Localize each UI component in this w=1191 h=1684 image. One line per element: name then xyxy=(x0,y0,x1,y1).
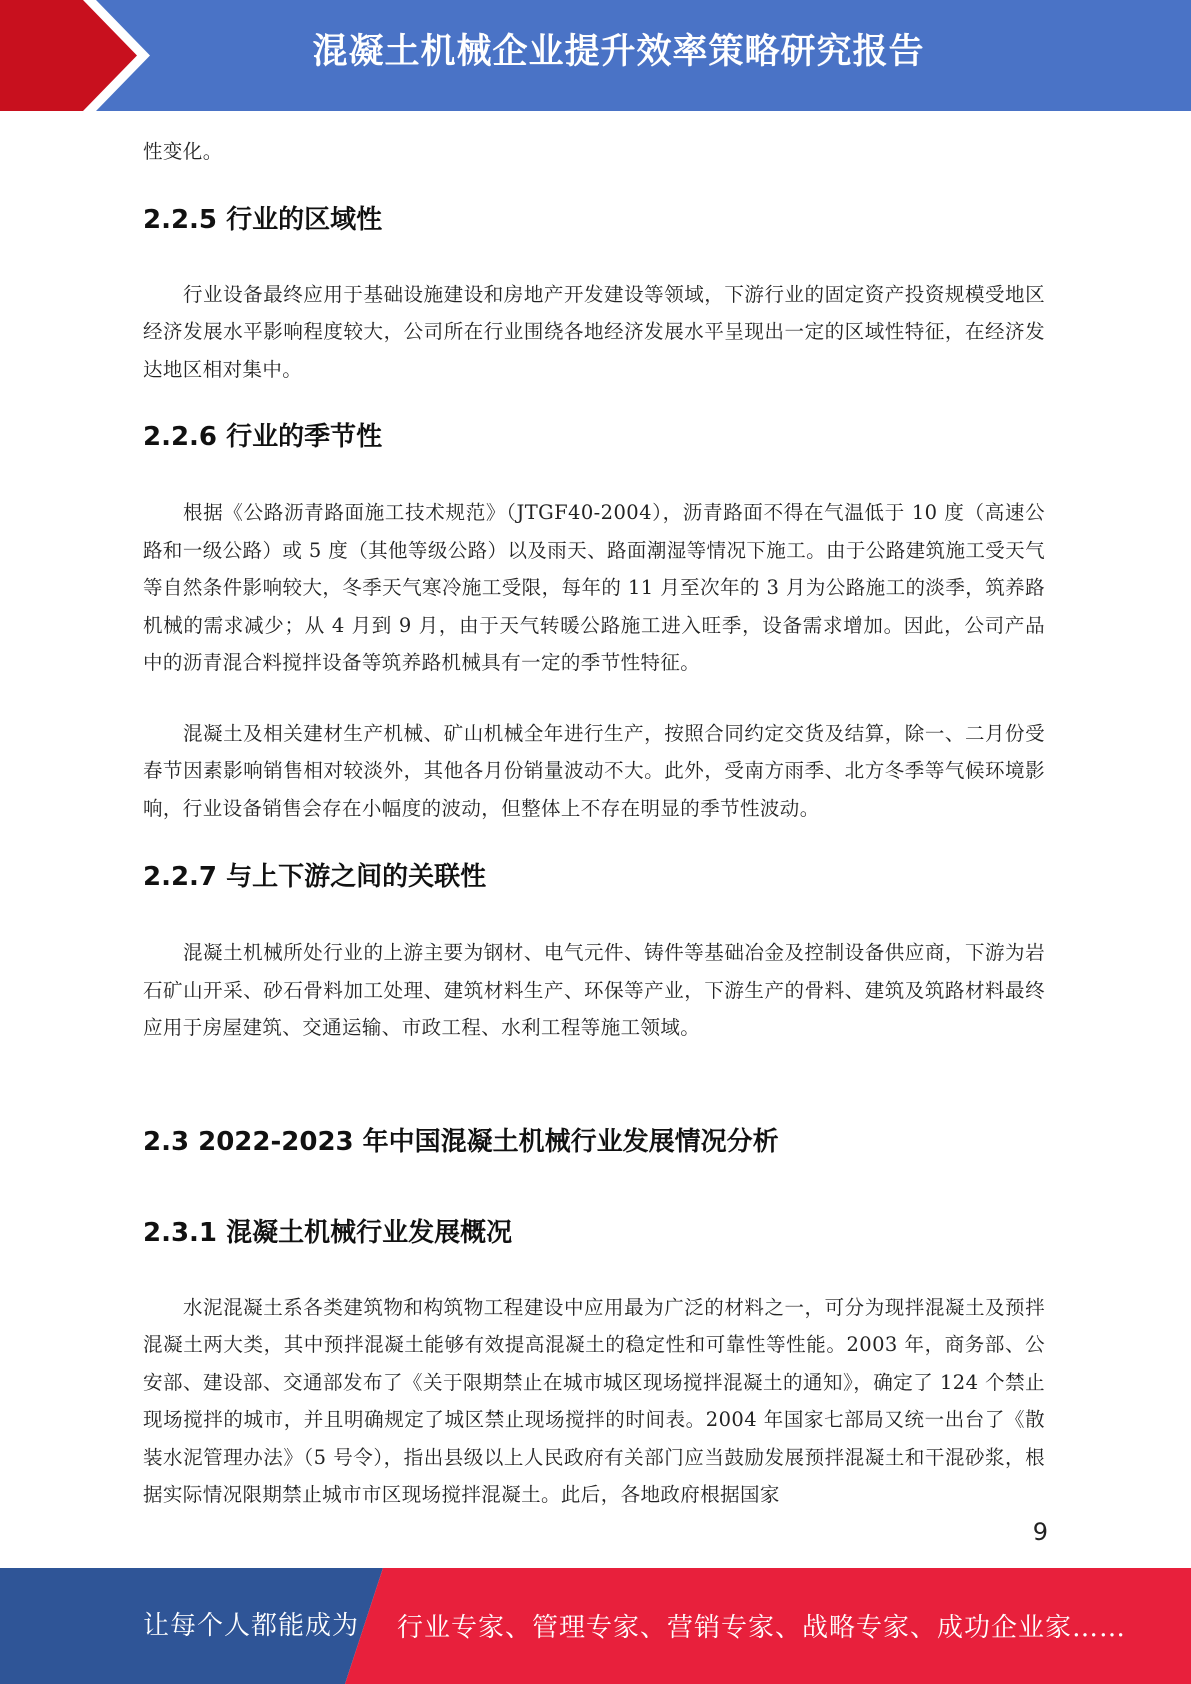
paragraph-industry-overview: 水泥混凝土系各类建筑物和构筑物工程建设中应用最为广泛的材料之一，可分为现拌混凝土及预拌混凝土两大类，其中预拌混凝土能够有效提高混凝土的稳定性和可靠性等性能。2003 年，商务部、公安部、建设部、交通部发布了《关于限期禁止在城市城区现场搅拌混凝土的通知》，确定了 124 个禁止现场搅拌的城市，并且明确规定了城区禁止现场搅拌的时间表。2004 年国家七部局又统一出台了《散装水泥管理办法》（5 号令），指出县级以上人民政府有关部门应当鼓励发展预拌混凝土和干混砂浆，根据实际情况限期禁止城市市区现场搅拌混凝土。此后，各地政府根据国家 xyxy=(143,1295,1045,1506)
document-body xyxy=(143,133,1045,1514)
header-title: 混凝土机械企业提升效率策略研究报告 xyxy=(312,32,925,72)
heading-2-2-5: 2.2.5 行业的区域性 xyxy=(143,204,383,235)
footer-slogan-left: 让每个人都能成为 xyxy=(143,1611,360,1641)
heading-2-3-1: 2.3.1 混凝土机械行业发展概况 xyxy=(143,1217,513,1248)
paragraph-seasonal-2: 混凝土及相关建材生产机械、矿山机械全年进行生产，按照合同约定交货及结算，除一、二月份受春节因素影响销售相对较淡外，其他各月份销量波动不大。此外，受南方雨季、北方冬季等气候环境影响，行业设备销售会存在小幅度的波动，但整体上不存在明显的季节性波动。 xyxy=(143,721,1045,820)
paragraph-regional: 行业设备最终应用于基础设施建设和房地产开发建设等领域，下游行业的固定资产投资规模受地区经济发展水平影响程度较大，公司所在行业围绕各地经济发展水平呈现出一定的区域性特征，在经济发达地区相对集中。 xyxy=(143,282,1045,381)
carry-over-paragraph: 性变化。 xyxy=(143,140,223,163)
footer-slogan-right: 行业专家、管理专家、营销专家、战略专家、成功企业家…… xyxy=(397,1613,1127,1643)
heading-2-2-6: 2.2.6 行业的季节性 xyxy=(143,422,383,452)
paragraph-upstream-downstream: 混凝土机械所处行业的上游主要为钢材、电气元件、铸件等基础冶金及控制设备供应商，下游为岩石矿山开采、砂石骨料加工处理、建筑材料生产、环保等产业，下游生产的骨料、建筑及筑路材料最终应用于房屋建筑、交通运输、市政工程、水利工程等施工领域。 xyxy=(143,941,1045,1039)
heading-2-3: 2.3 2022-2023 年中国混凝土机械行业发展情况分析 xyxy=(143,1126,779,1157)
paragraph-seasonal-1: 根据《公路沥青路面施工技术规范》（JTGF40-2004），沥青路面不得在气温低于 10 度（高速公路和一级公路）或 5 度（其他等级公路）以及雨天、路面潮湿等情况下施工。由于公路建筑施工受天气等自然条件影响较大，冬季天气寒冷施工受限，每年的 11 月至次年的 3 月为公路施工的淡季，筑养路机械的需求减少；从 4 月到 9 月，由于天气转暖公路施工进入旺季，设备需求增加。因此，公司产品中的沥青混合料搅拌设备等筑养路机械具有一定的季节性特征。 xyxy=(143,501,1045,674)
page-number: 9 xyxy=(1032,1518,1048,1546)
heading-2-2-7: 2.2.7 与上下游之间的关联性 xyxy=(143,862,487,892)
footer-band xyxy=(0,1568,1191,1684)
